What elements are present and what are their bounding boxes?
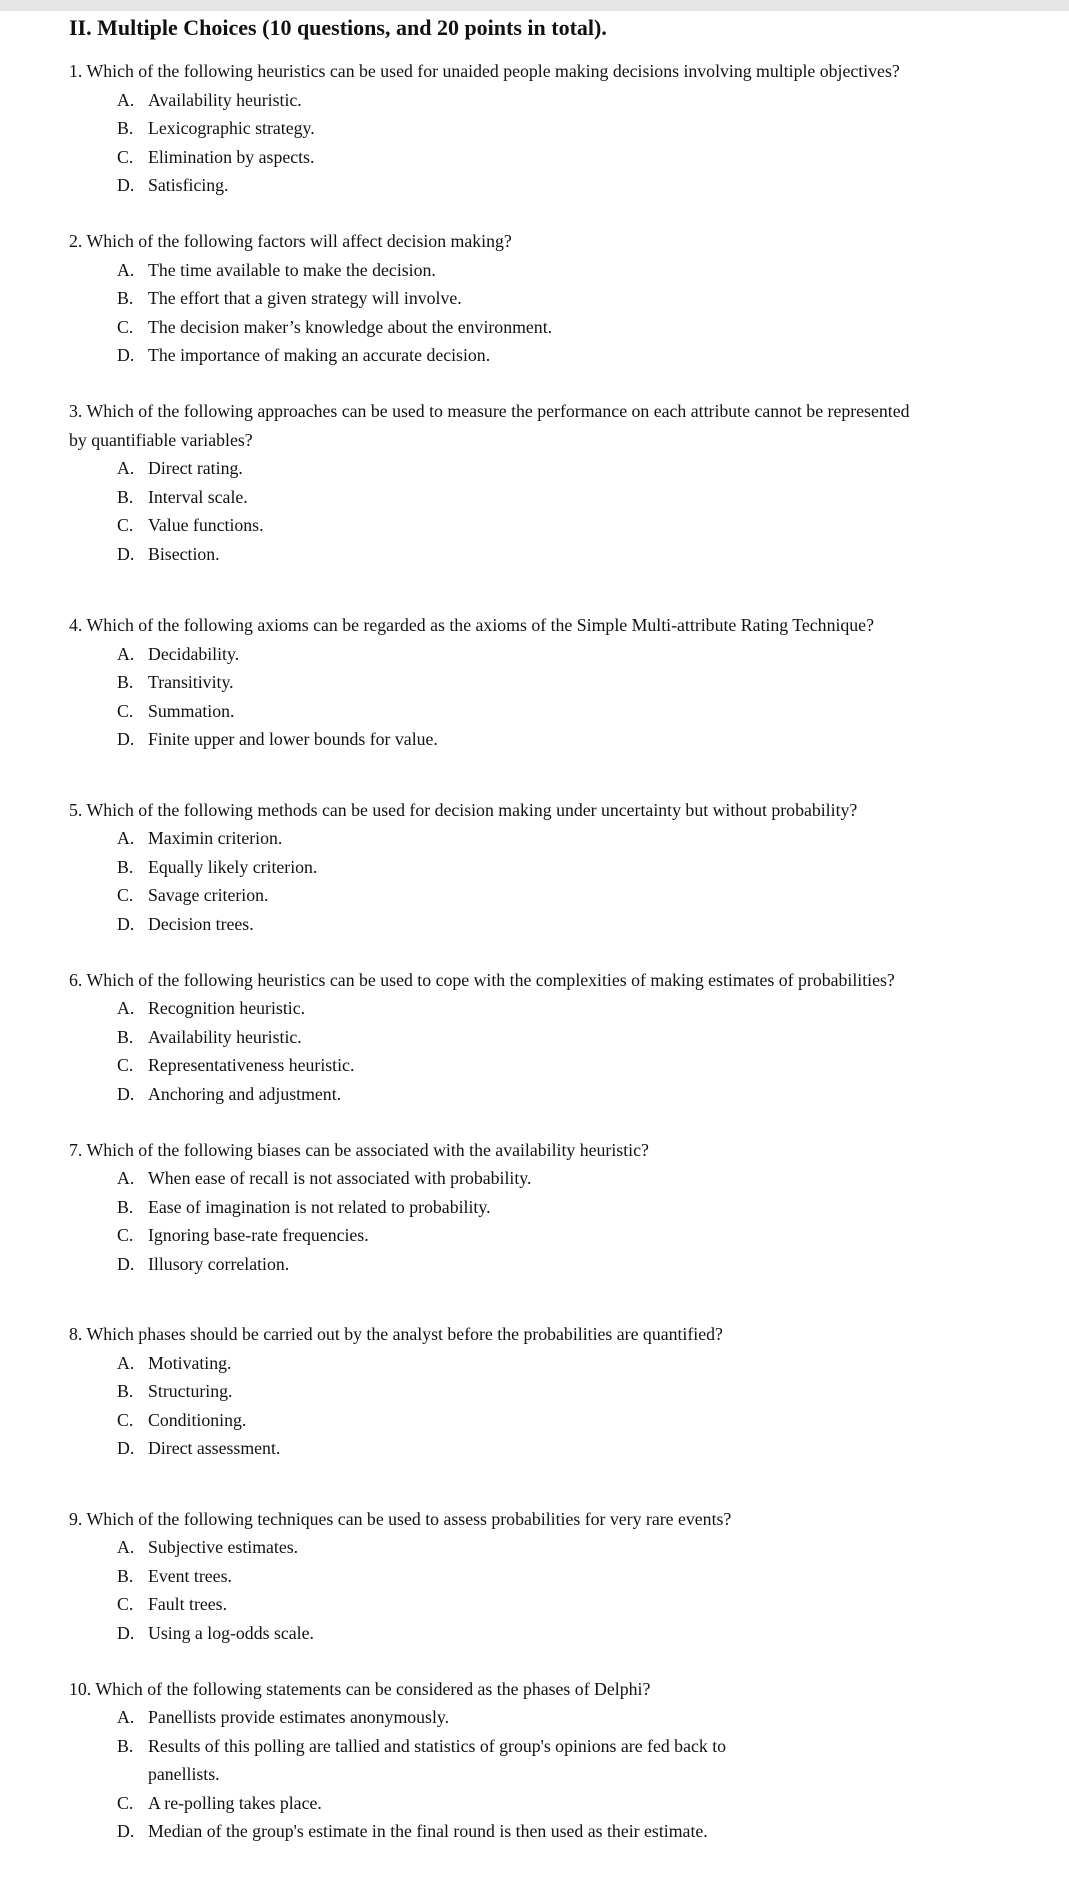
option-letter: A. (117, 1353, 135, 1373)
option-letter: C. (117, 885, 134, 905)
option-letter: A. (117, 1537, 135, 1557)
option-b (117, 1562, 232, 1590)
option-letter: D. (117, 729, 135, 749)
option-d (117, 1250, 289, 1278)
option-letter: A. (117, 90, 135, 110)
option-a (117, 1164, 532, 1192)
option-b (117, 483, 248, 511)
option-letter: D. (117, 1254, 135, 1274)
question-text: 9. Which of the following techniques can be used to assess probabilities for very rare events? (69, 1509, 732, 1529)
option-text: Results of this polling are tallied and statistics of group's opinions are fed back to (148, 1736, 727, 1756)
option-text: Satisficing. (148, 175, 229, 195)
option-letter: B. (117, 118, 134, 138)
option-c (117, 881, 268, 909)
option-text: Fault trees. (148, 1594, 228, 1614)
option-text: Bisection. (148, 544, 220, 564)
option-text: Availability heuristic. (148, 90, 302, 110)
option-text: Median of the group's estimate in the final round is then used as their estimate. (148, 1821, 708, 1841)
option-text: Finite upper and lower bounds for value. (148, 729, 438, 749)
option-letter: B. (117, 857, 134, 877)
question-text: 5. Which of the following methods can be used for decision making under uncertainty but without probability? (69, 800, 858, 820)
option-b (117, 1023, 302, 1051)
option-text: Elimination by aspects. (148, 147, 315, 167)
section-title: II. Multiple Choices (10 questions, and 20 points in total). (69, 15, 607, 40)
option-text: The decision maker’s knowledge about the environment. (148, 317, 553, 337)
option-text: Anchoring and adjustment. (148, 1084, 342, 1104)
option-text: Motivating. (148, 1353, 232, 1373)
option-text: Decision trees. (148, 914, 254, 934)
option-letter: A. (117, 1168, 135, 1188)
option-text: Illusory correlation. (148, 1254, 290, 1274)
option-letter: C. (117, 1055, 134, 1075)
option-letter: D. (117, 1821, 135, 1841)
option-text: Equally likely criterion. (148, 857, 318, 877)
option-text: A re-polling takes place. (148, 1793, 322, 1813)
question-text: 1. Which of the following heuristics can be used for unaided people making decisions involving multiple objectives? (69, 61, 900, 81)
option-letter: A. (117, 828, 135, 848)
option-letter: C. (117, 515, 134, 535)
option-b (117, 853, 317, 881)
option-text: Event trees. (148, 1566, 232, 1586)
option-letter: D. (117, 175, 135, 195)
option-c (117, 697, 234, 725)
option-d (117, 910, 254, 938)
option-d (117, 341, 490, 369)
option-text: Recognition heuristic. (148, 998, 306, 1018)
option-b (117, 284, 462, 312)
option-letter: D. (117, 1084, 135, 1104)
option-a (117, 256, 436, 284)
option-a (117, 86, 302, 114)
option-letter: B. (117, 1736, 134, 1756)
option-d (117, 171, 229, 199)
option-c (117, 1406, 246, 1434)
question-text-continued: by quantifiable variables? (69, 430, 253, 450)
option-text: Ease of imagination is not related to probability. (148, 1197, 491, 1217)
option-letter: D. (117, 1438, 135, 1458)
option-c (117, 313, 552, 341)
option-a (117, 1533, 298, 1561)
question-text: 10. Which of the following statements can be considered as the phases of Delphi? (69, 1679, 651, 1699)
option-letter: C. (117, 1793, 134, 1813)
option-text: Structuring. (148, 1381, 233, 1401)
option-d (117, 1817, 708, 1845)
option-d (117, 1619, 314, 1647)
option-d (117, 725, 438, 753)
option-a (117, 454, 243, 482)
option-text: Panellists provide estimates anonymously. (148, 1707, 450, 1727)
option-text: Subjective estimates. (148, 1537, 299, 1557)
option-letter: D. (117, 544, 135, 564)
option-b-continued: panellists. (148, 1764, 220, 1784)
option-text: Value functions. (148, 515, 264, 535)
option-b (117, 1732, 726, 1760)
option-letter: D. (117, 914, 135, 934)
option-text: Savage criterion. (148, 885, 269, 905)
option-letter: A. (117, 1707, 135, 1727)
option-letter: A. (117, 998, 135, 1018)
option-text: Direct rating. (148, 458, 243, 478)
option-text: Summation. (148, 701, 235, 721)
option-text: Maximin criterion. (148, 828, 283, 848)
option-text: Representativeness heuristic. (148, 1055, 355, 1075)
option-a (117, 994, 305, 1022)
option-text: The time available to make the decision. (148, 260, 436, 280)
option-letter: D. (117, 345, 135, 365)
option-letter: A. (117, 458, 135, 478)
option-c (117, 1789, 322, 1817)
option-letter: B. (117, 487, 134, 507)
option-letter: C. (117, 1225, 134, 1245)
option-letter: A. (117, 260, 135, 280)
option-c (117, 1221, 369, 1249)
option-c (117, 1051, 354, 1079)
option-letter: A. (117, 644, 135, 664)
option-letter: B. (117, 1197, 134, 1217)
option-letter: B. (117, 1566, 134, 1586)
option-text: Ignoring base-rate frequencies. (148, 1225, 369, 1245)
option-text: Decidability. (148, 644, 240, 664)
option-b (117, 114, 315, 142)
option-letter: B. (117, 1027, 134, 1047)
option-b (117, 1193, 491, 1221)
option-a (117, 640, 239, 668)
option-text: The effort that a given strategy will involve. (148, 288, 462, 308)
option-letter: D. (117, 1623, 135, 1643)
question-text: 2. Which of the following factors will affect decision making? (69, 231, 512, 251)
option-letter: B. (117, 288, 134, 308)
option-text: Direct assessment. (148, 1438, 281, 1458)
option-d (117, 1434, 280, 1462)
option-letter: B. (117, 672, 134, 692)
question-text: 4. Which of the following axioms can be regarded as the axioms of the Simple Multi-attribute Rating Technique? (69, 615, 874, 635)
option-text: The importance of making an accurate decision. (148, 345, 491, 365)
option-b (117, 668, 234, 696)
option-letter: C. (117, 147, 134, 167)
option-text: Interval scale. (148, 487, 248, 507)
question-text: 3. Which of the following approaches can be used to measure the performance on each attribute cannot be represented (69, 401, 910, 421)
option-text: Availability heuristic. (148, 1027, 302, 1047)
option-letter: C. (117, 317, 134, 337)
option-d (117, 1080, 341, 1108)
option-text: Using a log-odds scale. (148, 1623, 314, 1643)
option-text: Transitivity. (148, 672, 234, 692)
question-text: 7. Which of the following biases can be associated with the availability heuristic? (69, 1140, 649, 1160)
option-letter: B. (117, 1381, 134, 1401)
option-letter: C. (117, 1594, 134, 1614)
option-letter: C. (117, 701, 134, 721)
option-a (117, 1703, 449, 1731)
option-a (117, 1349, 231, 1377)
option-text: Lexicographic strategy. (148, 118, 315, 138)
option-a (117, 824, 282, 852)
option-c (117, 511, 264, 539)
option-c (117, 1590, 227, 1618)
option-b (117, 1377, 232, 1405)
option-text: Conditioning. (148, 1410, 247, 1430)
option-letter: C. (117, 1410, 134, 1430)
question-text: 6. Which of the following heuristics can be used to cope with the complexities of making estimates of probabilities? (69, 970, 895, 990)
option-d (117, 540, 220, 568)
question-text: 8. Which phases should be carried out by the analyst before the probabilities are quantified? (69, 1324, 723, 1344)
option-text: When ease of recall is not associated with probability. (148, 1168, 532, 1188)
option-c (117, 143, 314, 171)
